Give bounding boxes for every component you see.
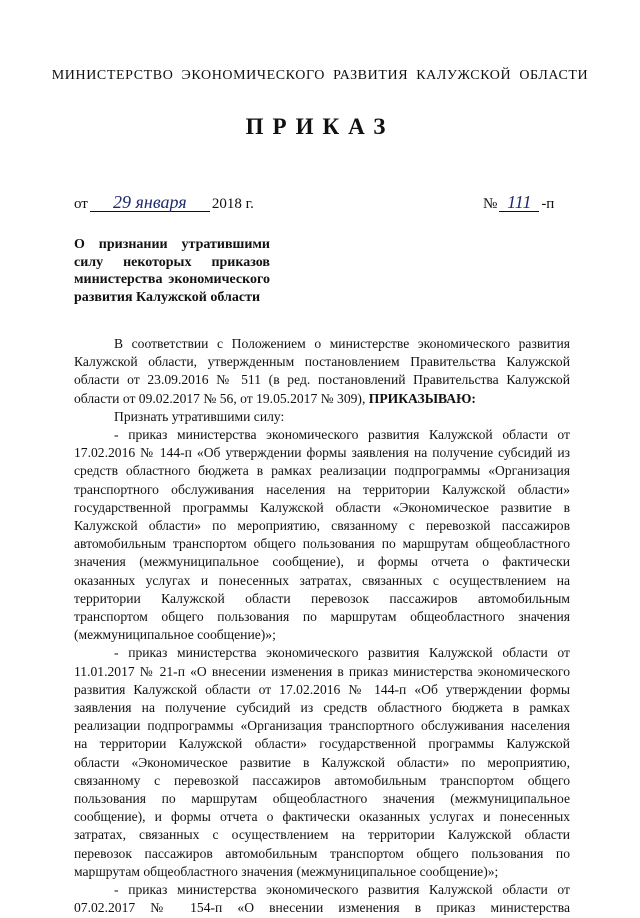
body-line: заявления на получение субсидий из средств областного бюджета в рамках xyxy=(74,700,570,716)
subject-line: О признании утратившими xyxy=(74,237,270,252)
body-line: оказанных услугах и понесенных затратах, связанных с осуществлением на xyxy=(74,572,570,588)
body-line: пользования по маршрутам общеобластного значения (межмуниципальное xyxy=(74,791,570,807)
body-line: 07.02.2017 № 154-п «О внесении изменения в приказ министерства xyxy=(74,900,570,916)
body-line: 17.02.2016 № 144-п «Об утверждении формы заявления на получение субсидий из xyxy=(74,445,570,461)
number-suffix: -п xyxy=(541,196,555,212)
document-number xyxy=(483,194,554,213)
document-subject xyxy=(74,236,270,306)
body-line: перевозок пассажиров автомобильным транспортом общего пользования по xyxy=(74,845,570,861)
body-line: области «Экономическое развитие в Калужской области» по мероприятию, xyxy=(74,754,570,770)
body-line: 11.01.2017 № 21-п «О внесении изменения в приказ министерства экономического xyxy=(74,663,570,679)
handwritten-date: 29 января xyxy=(90,194,210,212)
body-line: связанному с перевозкой пассажиров автомобильным транспортом общего xyxy=(74,772,570,788)
body-line: сообщение), и формы отчета о фактически оказанных услугах и понесенных xyxy=(74,809,570,825)
document-body xyxy=(74,335,570,918)
date-prefix: от xyxy=(74,196,88,212)
body-line: - приказ министерства экономического развития Калужской области от xyxy=(114,645,570,661)
body-line: транспортом общего пользования по маршрутам общеобластного значения xyxy=(74,609,570,625)
body-line: реализации подпрограммы «Организация транспортного обслуживания населения xyxy=(74,718,570,734)
body-line: - приказ министерства экономического развития Калужской области от xyxy=(114,427,570,443)
body-line: маршрутам общеобластного значения (межмуниципальное сообщение)»; xyxy=(74,863,499,879)
body-line: государственной программы Калужской области «Экономическое развитие в xyxy=(74,499,570,515)
body-line: области от 23.09.2016 № 511 (в ред. постановлений Правительства Калужской xyxy=(74,372,570,388)
body-line: средств областного бюджета в рамках реализации подпрограммы «Организация xyxy=(74,463,570,479)
subject-line: развития Калужской области xyxy=(74,289,261,305)
body-line: Признать утратившими силу: xyxy=(114,408,285,424)
body-line: территории Калужской области перевозок пассажиров автомобильным xyxy=(74,590,570,606)
subject-line: министерства экономического xyxy=(74,272,270,287)
body-line xyxy=(74,390,570,408)
ministry-name: МИНИСТЕРСТВО ЭКОНОМИЧЕСКОГО РАЗВИТИЯ КАЛУЖСКОЙ ОБЛАСТИ xyxy=(51,68,589,83)
number-prefix: № xyxy=(483,196,498,212)
body-line: развития Калужской области от 17.02.2016 № 144-п «Об утверждении формы xyxy=(74,681,570,697)
body-line: В соответствии с Положением о министерстве экономического развития xyxy=(114,336,570,351)
body-line: Калужской области, утвержденным постановлением Правительства Калужской xyxy=(74,354,570,370)
handwritten-number: 111 xyxy=(499,194,539,212)
body-line: затратах, связанных с осуществлением на территории Калужской области xyxy=(74,827,570,843)
subject-line: силу некоторых приказов xyxy=(74,254,270,270)
order-keyword: ПРИКАЗЫВАЮ: xyxy=(368,390,476,406)
document-date xyxy=(74,194,254,213)
body-line: (межмуниципальное сообщение)»; xyxy=(74,627,276,643)
body-line: значения (межмуниципальное сообщение), и формы отчета о фактически xyxy=(74,554,570,570)
body-line: транспортного обслуживания населения на территории Калужской области» xyxy=(74,481,570,497)
body-line-text: области от 09.02.2017 № 56, от 19.05.2017 № 309), xyxy=(74,390,366,406)
body-line: автомобильным транспортом общего пользования по маршрутам общеобластного xyxy=(74,536,570,552)
body-line: Калужской области» по мероприятию, связанному с перевозкой пассажиров xyxy=(74,518,570,534)
date-suffix: 2018 г. xyxy=(211,196,254,212)
body-line: - приказ министерства экономического развития Калужской области от xyxy=(114,882,570,898)
body-line: на территории Калужской области» государственной программы Калужской xyxy=(74,736,570,752)
document-title: ПРИКАЗ xyxy=(245,114,395,139)
